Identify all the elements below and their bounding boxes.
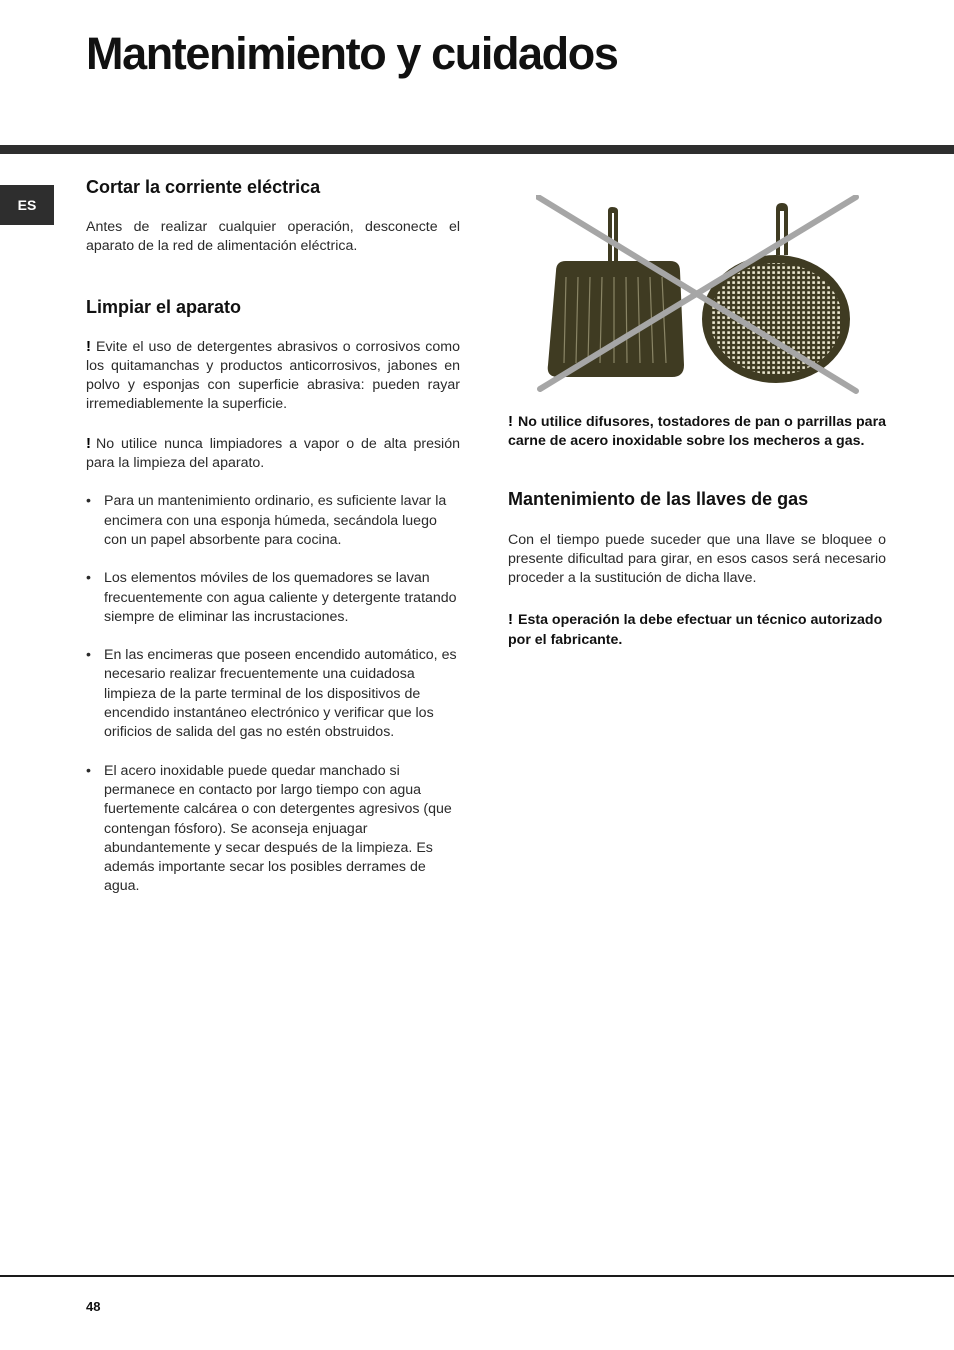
warning-technician-text: Esta operación la debe efectuar un técnico autorizado por el fabricante. [508,612,883,648]
warning-abrasives-text: Evite el uso de detergentes abrasivos o corrosivos como los quitamanchas y productos anticorrosivos, jabones en polvo y esponjas con superficie abrasiva: pueden rayar irremediablemente la superficie. [86,338,460,413]
header-rule [0,145,954,154]
warning-icon: ! [508,413,513,430]
list-item-text: Los elementos móviles de los quemadores se lavan frecuentemente con agua caliente y detergente tratando siempre de eliminar las incrustaciones. [104,570,457,625]
warning-grills-text: No utilice difusores, tostadores de pan o parrillas para carne de acero inoxidable sobre los mecheros a gas. [508,414,886,450]
list-item [86,762,460,897]
warning-steam-text: No utilice nunca limpiadores a vapor o de alta presión para la limpieza del aparato. [86,435,460,472]
warning-grills [508,412,886,452]
page-title: Mantenimiento y cuidados [86,28,618,79]
bullet-icon: • [86,762,91,779]
warning-technician [508,610,886,650]
list-item [86,492,460,550]
bullet-icon: • [86,493,91,510]
section-heading-gas-taps: Mantenimiento de las llaves de gas [508,488,809,509]
warning-abrasives [86,337,460,415]
left-column [86,176,460,897]
bullet-icon: • [86,570,91,587]
warning-steam [86,434,460,474]
paragraph-gas-taps: Con el tiempo puede suceder que una llave se bloquee o presente dificultad para girar, en esos casos será necesario proceder a la sustitución de dicha llave. [508,531,886,587]
square-grill-icon [548,207,684,377]
list-item-text: Para un mantenimiento ordinario, es suficiente lavar la encimera con una esponja húmeda, secándola luego con un papel absorbente para cocina. [104,493,447,548]
section-heading-power: Cortar la corriente eléctrica [86,177,321,197]
list-item-text: En las encimeras que poseen encendido automático, es necesario realizar frecuentemente una cuidadosa limpieza de la parte terminal de los dispositivos de encendido instantáneo electrónico y verificar que los orificios de salida del gas no estén obstruidos. [104,647,457,741]
footer-rule [0,1275,954,1277]
list-item [86,569,460,627]
prohibited-grills-figure [536,195,860,401]
round-grill-icon [702,203,850,383]
warning-icon: ! [86,337,91,355]
right-column [508,195,886,650]
list-item [86,646,460,742]
section-heading-cleaning: Limpiar el aparato [86,296,242,317]
page-number: 48 [86,1299,101,1314]
warning-icon: ! [86,434,91,452]
language-tab: ES [0,185,54,225]
paragraph-power: Antes de realizar cualquier operación, desconecte el aparato de la red de alimentación eléctrica. [86,219,460,255]
warning-icon: ! [508,611,513,629]
list-item-text: El acero inoxidable puede quedar manchado si permanece en contacto por largo tiempo con agua fuertemente calcárea o con detergentes agresivos (que contengan fósforo). Se aconseja enjuagar abundantemente y secar después de la limpieza. Es además importante secar los posibles derrames de agua. [104,762,452,895]
bullet-icon: • [86,647,91,664]
